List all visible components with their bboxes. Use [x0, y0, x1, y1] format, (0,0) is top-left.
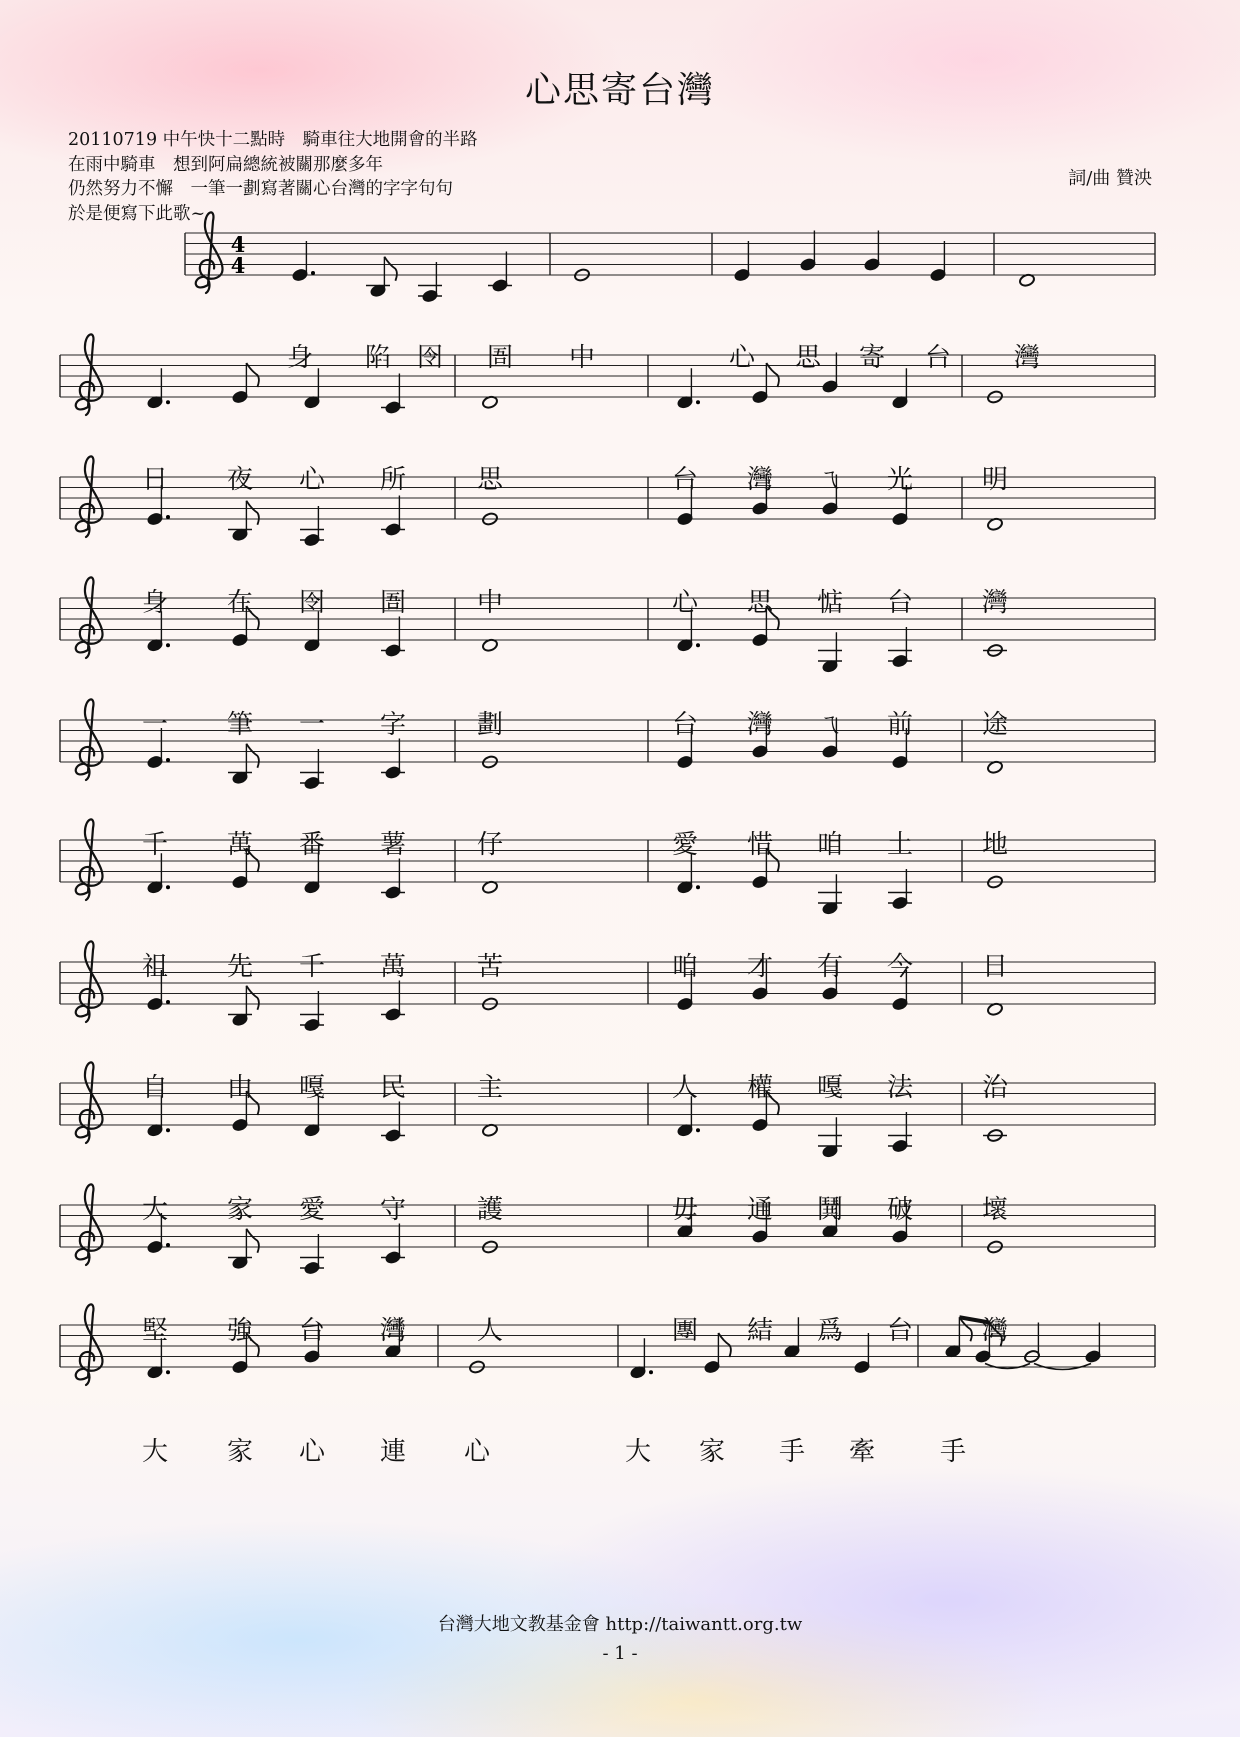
lyric-char: 心 [671, 588, 698, 618]
lyric-char: 陷 [364, 343, 391, 373]
lyric-char: 灣 [981, 1316, 1008, 1346]
treble-clef-icon [76, 577, 103, 658]
lyric-char: 強 [226, 1316, 253, 1346]
note-flag [766, 848, 779, 872]
lyric-char: 嘎 [816, 1073, 843, 1103]
intro-line: 在雨中騎車 想到阿扁總統被關那麼多年 [68, 154, 383, 175]
lyric-char: 前 [886, 710, 913, 740]
lyric-char: 千 [141, 830, 168, 860]
lyric-char: 台 [671, 710, 698, 740]
lyric-char: 思 [794, 343, 821, 373]
lyric-char: 有 [816, 952, 843, 982]
lyric-char: 萬 [226, 830, 253, 860]
lyric-char: 灣 [746, 465, 773, 495]
lyric-char: 灣 [1013, 343, 1040, 373]
page-title: 心思寄台灣 [524, 70, 715, 111]
note-flag [246, 363, 259, 387]
lyric-char: 所 [379, 465, 406, 495]
lyric-char: 心 [298, 1437, 325, 1467]
lyric-char: 土 [886, 830, 913, 860]
lyric-char: 明 [981, 465, 1008, 495]
note-flag [384, 257, 397, 281]
lyric-char: 灣 [379, 1316, 406, 1346]
dot-mark [696, 1128, 700, 1132]
lyric-char: ㄟ [816, 465, 843, 495]
lyric-char: 守 [379, 1195, 406, 1225]
lyric-char: 今 [886, 952, 913, 982]
dot-mark [166, 885, 170, 889]
lyric-char: 人 [476, 1316, 503, 1346]
lyric-char: 愛 [298, 1195, 325, 1225]
lyric-char: 寄 [858, 343, 885, 373]
intro-line: 20110719 中午快十二點時 騎車往大地開會的半路 [68, 130, 478, 150]
lyric-char: 咱 [671, 952, 698, 982]
note-flag [246, 744, 259, 768]
lyric-char: 連 [379, 1437, 406, 1467]
lyric-char: 咱 [816, 830, 843, 860]
lyric-char: 在 [226, 588, 253, 618]
lyric-char: 字 [379, 710, 406, 740]
lyric-char: 夜 [226, 465, 253, 495]
lyric-char: 中 [476, 588, 503, 618]
dot-mark [166, 758, 170, 762]
beam [959, 1317, 989, 1322]
treble-clef-icon [76, 1184, 103, 1265]
tie [985, 1364, 1030, 1369]
lyric-char: 家 [226, 1195, 253, 1225]
lyric-char: 仔 [476, 830, 503, 860]
lyric-char: 灣 [981, 588, 1008, 618]
note-flag [718, 1333, 731, 1357]
note-flag [246, 606, 259, 630]
lyric-char: 萬 [379, 952, 406, 982]
lyric-char: 地 [981, 830, 1008, 860]
treble-clef-icon [76, 699, 103, 780]
dot-mark [696, 643, 700, 647]
lyric-char: 大 [141, 1437, 168, 1467]
lyric-char: 筆 [226, 710, 253, 740]
lyric-char: 薯 [379, 830, 406, 860]
lyric-char: 家 [698, 1437, 725, 1467]
lyric-char: 身 [141, 588, 168, 618]
lyric-char: 思 [476, 465, 503, 495]
dot-mark [166, 1000, 170, 1004]
note-flag [246, 501, 259, 525]
lyric-char: 光 [886, 465, 913, 495]
note-flag [246, 1091, 259, 1115]
lyric-char: 中 [568, 343, 595, 373]
treble-clef-icon [76, 819, 103, 900]
author-credit: 詞/曲 贊泱 [1068, 168, 1152, 189]
note-flag [246, 1333, 259, 1357]
lyric-char: 大 [141, 1195, 168, 1225]
lyric-char: 手 [939, 1437, 966, 1467]
lyric-char: 牽 [848, 1437, 875, 1467]
lyric-char: 日 [981, 952, 1008, 982]
lyric-char: 法 [886, 1073, 913, 1103]
lyric-char: 一 [141, 710, 168, 740]
lyric-char: 壞 [981, 1195, 1008, 1225]
treble-clef-icon [76, 941, 103, 1022]
lyric-char: 灣 [746, 710, 773, 740]
lyric-char: 惜 [746, 830, 773, 860]
lyric-char: 主 [476, 1073, 503, 1103]
lyric-char: 自 [141, 1073, 168, 1103]
treble-clef-icon [196, 212, 223, 293]
lyric-char: 破 [886, 1195, 913, 1225]
lyric-char: 大 [624, 1437, 651, 1467]
dot-mark [696, 885, 700, 889]
lyric-char: 心 [463, 1437, 490, 1467]
lyric-char: 鬨 [816, 1195, 843, 1225]
intro-line: 仍然努力不懈 一筆一劃寫著關心台灣的字字句句 [68, 179, 453, 199]
note-flag [246, 986, 259, 1010]
lyric-char: 惦 [816, 588, 843, 618]
lyric-char: 圄 [486, 343, 513, 373]
note-flag [989, 1323, 1002, 1347]
lyric-char: 日 [141, 465, 168, 495]
lyric-char: 劃 [476, 710, 503, 740]
lyric-char: 結 [746, 1316, 773, 1346]
dot-mark [166, 1243, 170, 1247]
treble-clef-icon [76, 1062, 103, 1143]
lyric-char: 爲 [816, 1316, 843, 1346]
lyric-char: 才 [746, 952, 773, 982]
lyric-char: 千 [298, 952, 325, 982]
lyric-char: 民 [379, 1073, 406, 1103]
lyric-char: ㄟ [816, 710, 843, 740]
lyric-char: 護 [476, 1195, 503, 1225]
lyric-char: 台 [924, 343, 951, 373]
lyric-char: 治 [981, 1073, 1008, 1103]
lyric-char: 身 [286, 343, 313, 373]
lyric-char: 台 [886, 1316, 913, 1346]
page-number: - 1 - [602, 1643, 638, 1664]
lyric-char: 毋 [671, 1195, 698, 1225]
dot-mark [649, 1370, 653, 1374]
lyric-char: 思 [746, 588, 773, 618]
lyric-char: 愛 [671, 830, 698, 860]
lyric-char: 祖 [141, 952, 168, 982]
lyric-char: 一 [298, 710, 325, 740]
lyric-char: 番 [298, 830, 325, 860]
lyric-char: 嘎 [298, 1073, 325, 1103]
lyric-char: 權 [746, 1073, 773, 1103]
lyric-char: 途 [981, 710, 1008, 740]
lyric-char: 囹 [416, 343, 443, 373]
lyric-char: 家 [226, 1437, 253, 1467]
time-signature-top: 4 [230, 232, 246, 257]
intro-line: 於是便寫下此歌~ [68, 203, 206, 224]
lyric-char: 由 [226, 1073, 253, 1103]
lyric-char: 圄 [379, 588, 406, 618]
note-flag [766, 606, 779, 630]
lyric-char: 囹 [298, 588, 325, 618]
lyric-char: 先 [226, 952, 253, 982]
treble-clef-icon [76, 456, 103, 537]
footer-credit: 台灣大地文教基金會 http://taiwantt.org.tw [437, 1614, 803, 1635]
lyric-char: 心 [728, 343, 755, 373]
note-flag [246, 1229, 259, 1253]
dot-mark [311, 271, 315, 275]
lyric-char: 台 [298, 1316, 325, 1346]
lyric-char: 手 [778, 1437, 805, 1467]
lyric-char: 台 [671, 465, 698, 495]
dot-mark [696, 400, 700, 404]
note-flag [766, 363, 779, 387]
dot-mark [166, 643, 170, 647]
note-flag [246, 848, 259, 872]
dot-mark [166, 1370, 170, 1374]
treble-clef-icon [76, 334, 103, 415]
dot-mark [166, 515, 170, 519]
dot-mark [166, 400, 170, 404]
lyric-char: 團 [671, 1316, 698, 1346]
lyric-char: 通 [746, 1195, 773, 1225]
lyric-char: 苦 [476, 952, 503, 982]
note-flag [766, 1091, 779, 1115]
treble-clef-icon [76, 1304, 103, 1385]
lyric-char: 心 [298, 465, 325, 495]
dot-mark [166, 1128, 170, 1132]
lyric-char: 人 [671, 1073, 698, 1103]
lyric-char: 台 [886, 588, 913, 618]
time-signature-bottom: 4 [230, 253, 246, 278]
lyric-char: 堅 [141, 1316, 168, 1346]
